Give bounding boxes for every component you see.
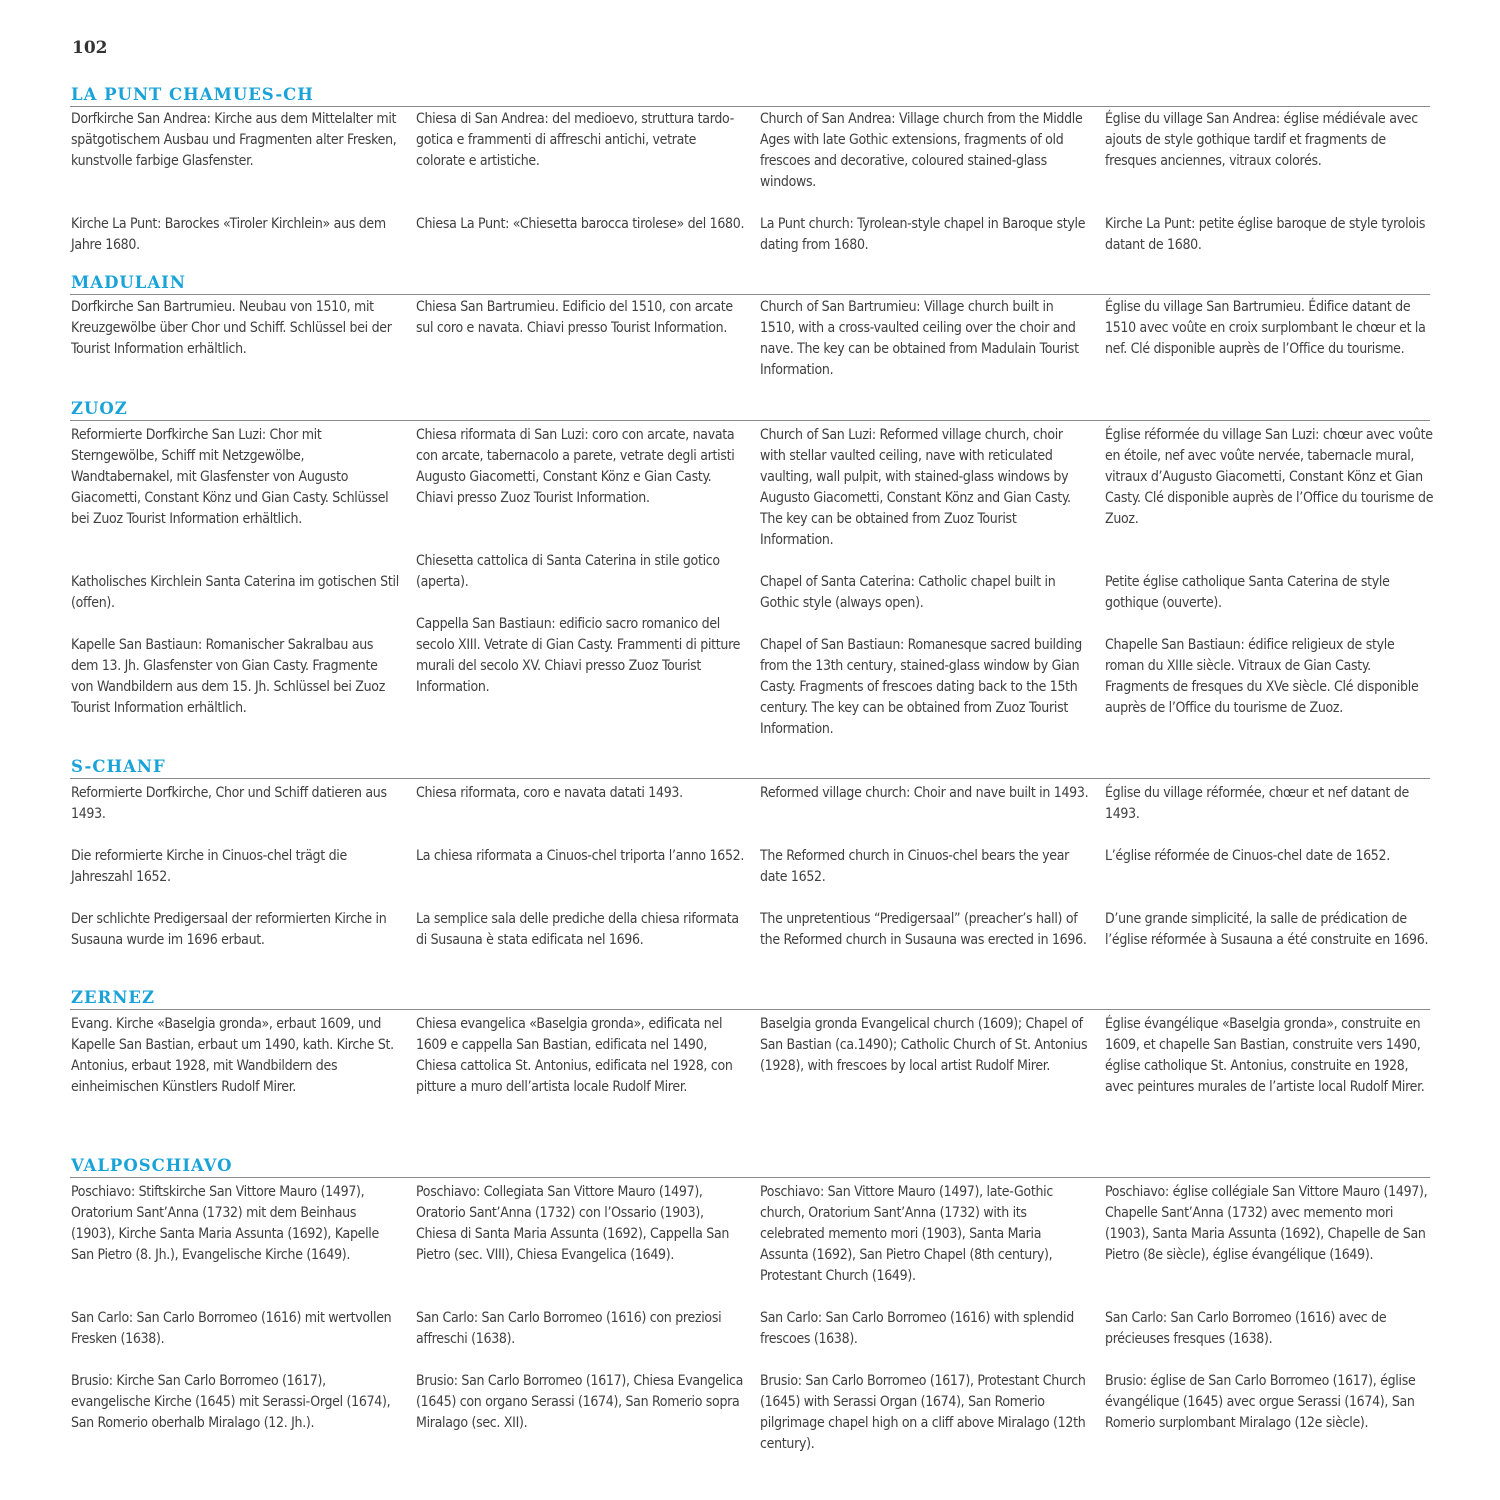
paragraph: La Punt church: Tyrolean-style chapel in Baroque style dating from 1680. — [760, 216, 1086, 253]
paragraph: Poschiavo: Collegiata San Vittore Mauro (1497), Oratorio Sant’Anna (1732) con l’Ossario (1903), Chiesa di Santa Maria Assunta (1692), Cappella San Pietro (sec. VIII), Chiesa Evangelica (1649). — [416, 1184, 730, 1263]
paragraph: Chiesa riformata, coro e navata datati 1493. — [416, 785, 683, 801]
paragraph: Église réformée du village San Luzi: chœur avec voûte en étoile, nef avec voûte nervée, tabernacle mural, vitraux d’Augusto Giacometti, Constant Könz et Gian Casty. Clé disponible auprès de l’Office du tourisme de Zuoz. — [1105, 427, 1434, 527]
section-valposchiavo — [70, 1155, 1430, 1452]
paragraph: Petite église catholique Santa Caterina de style gothique (ouverte). — [1105, 574, 1390, 611]
paragraph: Chiesa di San Andrea: del medioevo, struttura tardo-gotica e frammenti di affreschi antichi, vetrate colorate e artistiche. — [416, 111, 734, 169]
paragraph: San Carlo: San Carlo Borromeo (1616) con preziosi affreschi (1638). — [416, 1310, 722, 1347]
paragraph: L’église réformée de Cinuos-chel date de 1652. — [1105, 848, 1390, 864]
paragraph: Brusio: église de San Carlo Borromeo (1617), église évangélique (1645) avec orgue Serassi (1674), San Romerio surplombant Miralago (12e siècle). — [1105, 1373, 1416, 1431]
paragraph: Church of San Bartrumieu: Village church built in 1510, with a cross-vaulted ceiling over the choir and nave. The key can be obtained from Madulain Tourist Information. — [760, 299, 1079, 378]
paragraph: Dorfkirche San Andrea: Kirche aus dem Mittelalter mit spätgotischem Ausbau und Fragmenten alter Fresken, kunstvolle farbige Glasfenster. — [71, 111, 397, 169]
paragraph: D’une grande simplicité, la salle de prédication de l’église réformée à Susauna a été construite en 1696. — [1105, 911, 1429, 948]
section-title: LA PUNT CHAMUES-CH — [70, 84, 1430, 107]
paragraph: Chiesa San Bartrumieu. Edificio del 1510, con arcate sul coro e navata. Chiavi presso Tourist Information. — [416, 299, 733, 336]
paragraph: The unpretentious “Predigersaal” (preacher’s hall) of the Reformed church in Susauna was erected in 1696. — [760, 911, 1087, 948]
paragraph: Poschiavo: Stiftskirche San Vittore Mauro (1497), Oratorium Sant’Anna (1732) mit dem Beinhaus (1903), Kirche Santa Maria Assunta (1692), Kapelle San Pietro (8. Jh.), Evangelische Kirche (1649). — [71, 1184, 379, 1263]
section-title: VALPOSCHIAVO — [70, 1155, 1430, 1178]
section-zernez — [70, 987, 1430, 1095]
paragraph: Church of San Luzi: Reformed village church, choir with stellar vaulted ceiling, nave with reticulated vaulting, wall pulpit, with stained-glass windows by Augusto Giacometti, Constant Könz and Gian Casty. The key can be obtained from Zuoz Tourist Information. — [760, 427, 1071, 548]
paragraph: Brusio: Kirche San Carlo Borromeo (1617), evangelische Kirche (1645) mit Serassi-Orgel (1674), San Romerio oberhalb Miralago (12. Jh.). — [71, 1373, 391, 1431]
paragraph: San Carlo: San Carlo Borromeo (1616) mit wertvollen Fresken (1638). — [71, 1310, 392, 1347]
paragraph: Chiesa riformata di San Luzi: coro con arcate, navata con arcate, tabernacolo a parete, vetrate degli artisti Augusto Giacometti, Constant Könz e Gian Casty. Chiavi presso Zuoz Tourist Information. — [416, 427, 735, 506]
paragraph: Brusio: San Carlo Borromeo (1617), Chiesa Evangelica (1645) con organo Serassi (1674), San Romerio sopra Miralago (sec. XII). — [416, 1373, 744, 1431]
paragraph: Chiesetta cattolica di Santa Caterina in stile gotico (aperta). — [416, 553, 720, 590]
paragraph: Église du village réformée, chœur et nef datant de 1493. — [1105, 785, 1409, 822]
paragraph: San Carlo: San Carlo Borromeo (1616) with splendid frescoes (1638). — [760, 1310, 1074, 1347]
section-s-chanf — [70, 756, 1430, 948]
section-title: S-CHANF — [70, 756, 1430, 779]
paragraph: Evang. Kirche «Baselgia gronda», erbaut 1609, und Kapelle San Bastian, erbaut um 1490, kath. Kirche St. Antonius, erbaut 1928, mit Wandbildern des einheimischen Künstlers Rudolf Mirer. — [71, 1016, 394, 1095]
section-la-punt — [70, 84, 1430, 253]
paragraph: Der schlichte Predigersaal der reformierten Kirche in Susauna wurde im 1696 erbaut. — [71, 911, 387, 948]
paragraph: Dorfkirche San Bartrumieu. Neubau von 1510, mit Kreuzgewölbe über Chor und Schiff. Schlüssel bei der Tourist Information erhältlich. — [71, 299, 392, 357]
section-zuoz — [70, 398, 1434, 737]
paragraph: Baselgia gronda Evangelical church (1609); Chapel of San Bastian (ca.1490); Catholic Church of St. Antonius (1928), with frescoes by local artist Rudolf Mirer. — [760, 1016, 1088, 1074]
paragraph: Église évangélique «Baselgia gronda», construite en 1609, et chapelle San Bastian, construite vers 1490, église catholique St. Antonius, construite en 1928, avec peintures murales de l’artiste local Rudolf Mirer. — [1105, 1016, 1425, 1095]
paragraph: La semplice sala delle prediche della chiesa riformata di Susauna è stata edificata nel 1696. — [416, 911, 739, 948]
paragraph: Reformierte Dorfkirche, Chor und Schiff datieren aus 1493. — [71, 785, 387, 822]
section-madulain — [70, 272, 1430, 378]
section-title: MADULAIN — [70, 272, 1430, 295]
paragraph: Chiesa La Punt: «Chiesetta barocca tirolese» del 1680. — [416, 216, 745, 232]
section-title: ZUOZ — [70, 398, 1430, 421]
paragraph: Die reformierte Kirche in Cinuos-chel trägt die Jahreszahl 1652. — [71, 848, 347, 885]
paragraph: Église du village San Bartrumieu. Édifice datant de 1510 avec voûte en croix surplombant le chœur et la nef. Clé disponible auprès de l’Office du tourisme. — [1105, 299, 1426, 357]
paragraph: Chapel of Santa Caterina: Catholic chapel built in Gothic style (always open). — [760, 574, 1056, 611]
paragraph: Église du village San Andrea: église médiévale avec ajouts de style gothique tardif et fragments de fresques anciennes, vitraux colorés. — [1105, 111, 1418, 169]
paragraph: La chiesa riformata a Cinuos-chel triporta l’anno 1652. — [416, 848, 745, 864]
section-title: ZERNEZ — [70, 987, 1430, 1010]
paragraph: The Reformed church in Cinuos-chel bears the year date 1652. — [760, 848, 1070, 885]
paragraph: Poschiavo: San Vittore Mauro (1497), late-Gothic church, Oratorium Sant’Anna (1732) with its celebrated memento mori (1903), Santa Maria Assunta (1692), San Pietro Chapel (8th century), Protestant Church (1649). — [760, 1184, 1053, 1284]
paragraph: Church of San Andrea: Village church from the Middle Ages with late Gothic extensions, fragments of old frescoes and decorative, coloured stained-glass windows. — [760, 111, 1083, 190]
paragraph: Chapelle San Bastiaun: édifice religieux de style roman du XIIIe siècle. Vitraux de Gian Casty. Fragments de fresques du XVe siècle. Clé disponible auprès de l’Office du tourisme de Zuoz. — [1105, 637, 1419, 716]
paragraph: Reformed village church: Choir and nave built in 1493. — [760, 785, 1089, 801]
paragraph: Kapelle San Bastiaun: Romanischer Sakralbau aus dem 13. Jh. Glasfenster von Gian Casty. Fragmente von Wandbildern aus dem 15. Jh. Schlüssel bei Zuoz Tourist Information erhältlich. — [71, 637, 386, 716]
paragraph: Kirche La Punt: petite église baroque de style tyrolois datant de 1680. — [1105, 216, 1426, 253]
paragraph: San Carlo: San Carlo Borromeo (1616) avec de précieuses fresques (1638). — [1105, 1310, 1387, 1347]
paragraph: Kirche La Punt: Barockes «Tiroler Kirchlein» aus dem Jahre 1680. — [71, 216, 386, 253]
paragraph: Cappella San Bastiaun: edificio sacro romanico del secolo XIII. Vetrate di Gian Casty. Frammenti di pitture murali del secolo XV. Chiavi presso Zuoz Tourist Information. — [416, 616, 741, 695]
paragraph: Reformierte Dorfkirche San Luzi: Chor mit Sterngewölbe, Schiff mit Netzgewölbe, Wandtabernakel, mit Glasfenster von Augusto Giacometti, Constant Könz und Gian Casty. Schlüssel bei Zuoz Tourist Information erhältlich. — [71, 427, 389, 527]
paragraph: Chapel of San Bastiaun: Romanesque sacred building from the 13th century, stained-glass window by Gian Casty. Fragments of frescoes dating back to the 15th century. The key can be obtained from Zuoz Tourist Information. — [760, 637, 1082, 737]
paragraph: Poschiavo: église collégiale San Vittore Mauro (1497), Chapelle Sant’Anna (1732) avec memento mori (1903), Santa Maria Assunta (1692), Chapelle de San Pietro (8e siècle), église évangélique (1649). — [1105, 1184, 1428, 1263]
paragraph: Brusio: San Carlo Borromeo (1617), Protestant Church (1645) with Serassi Organ (1674), San Romerio pilgrimage chapel high on a cliff above Miralago (12th century). — [760, 1373, 1086, 1452]
paragraph: Chiesa evangelica «Baselgia gronda», edificata nel 1609 e cappella San Bastian, edificata nel 1490, Chiesa cattolica St. Antonius, edificata nel 1928, con pitture a muro dell’artista locale Rudolf Mirer. — [416, 1016, 733, 1095]
paragraph: Katholisches Kirchlein Santa Caterina im gotischen Stil (offen). — [71, 574, 399, 611]
page-number: 102 — [72, 38, 108, 58]
